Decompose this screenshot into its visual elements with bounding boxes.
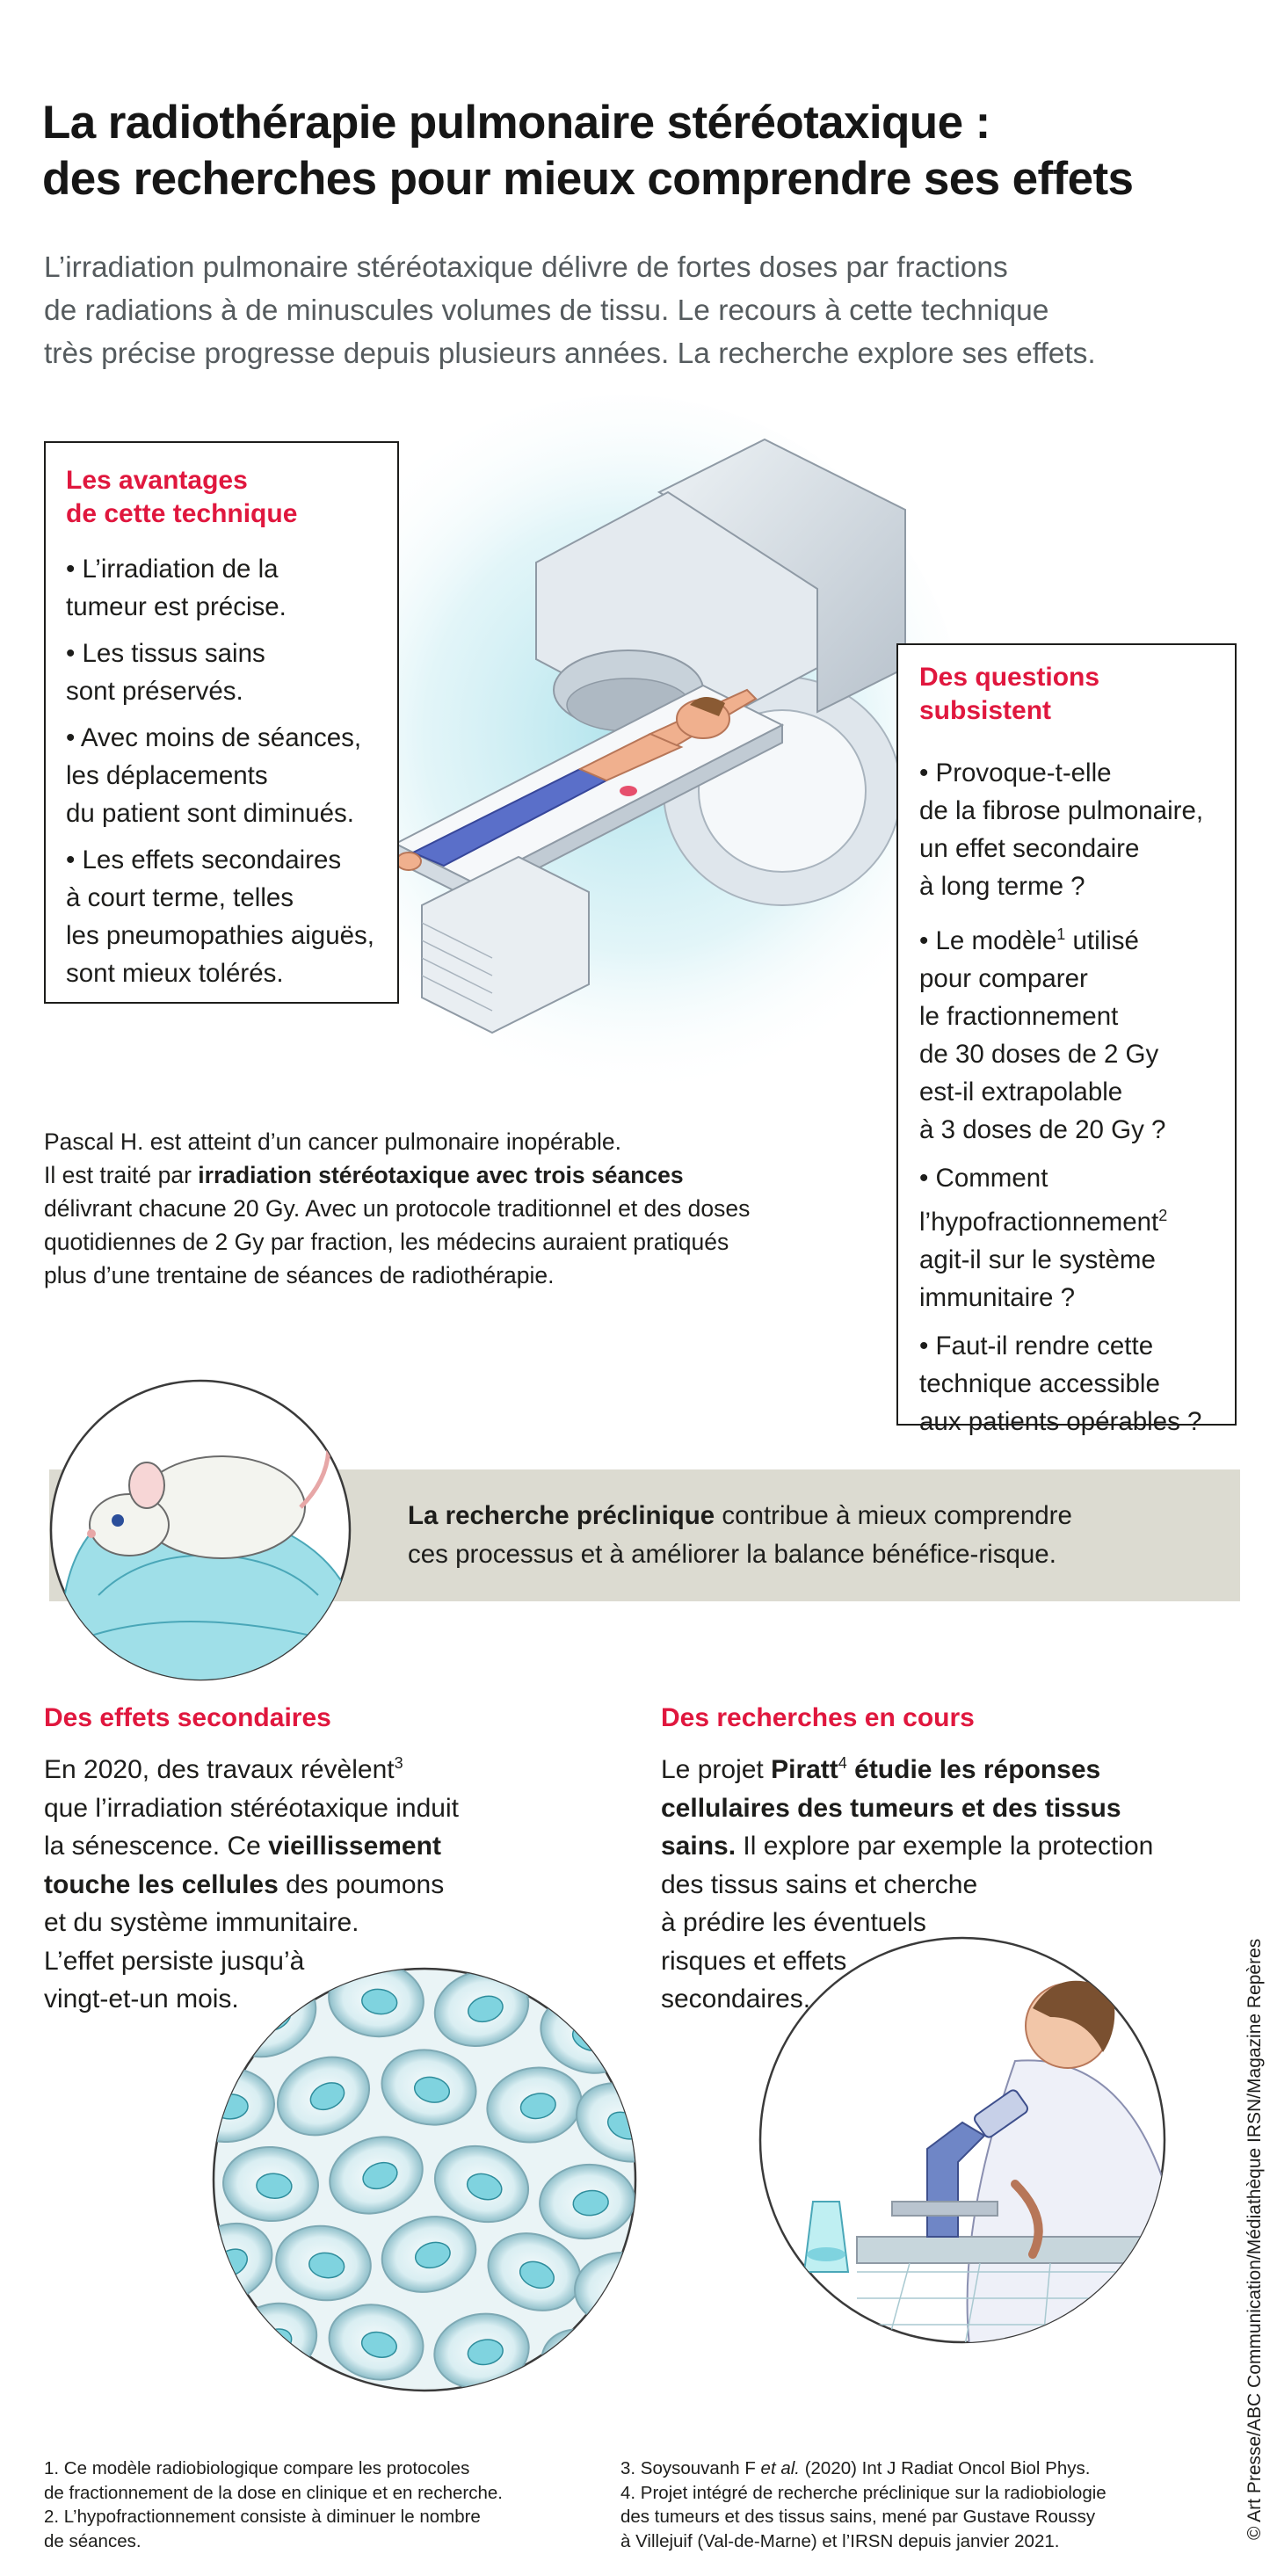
preclinical-line — [408, 1497, 1199, 1535]
intro-paragraph — [44, 246, 1222, 375]
question-line: immunitaire ? — [919, 1282, 1076, 1312]
footnote-line: de séances. — [44, 2530, 141, 2551]
side-effects-title: Des effets secondaires — [44, 1703, 331, 1732]
intro-line: L’irradiation pulmonaire stéréotaxique délivre de fortes doses par fractions — [44, 251, 1008, 284]
questions-box — [896, 643, 1237, 1436]
questions-list — [919, 754, 1224, 1440]
side-effects-line: vingt-et-un mois. — [44, 1985, 239, 2014]
preclinical-emphasis: La recherche préclinique — [408, 1501, 715, 1530]
advantage-line: • Les tissus sains — [66, 639, 265, 668]
advantage-item — [66, 719, 387, 832]
side-effects-emphasis: touche les cellules — [44, 1869, 279, 1899]
advantage-line: les pneumopathies aiguës, — [66, 921, 374, 950]
case-line: Pascal H. est atteint d’un cancer pulmonaire inopérable. — [44, 1128, 621, 1155]
image-credit — [1240, 1907, 1266, 2540]
question-line: pour comparer — [919, 963, 1088, 993]
question-line: de 30 doses de 2 Gy — [919, 1039, 1159, 1069]
footnote-part: (2020) Int J Radiat Oncol Biol Phys. — [800, 2458, 1091, 2478]
question-item — [919, 1327, 1224, 1440]
advantage-line: tumeur est précise. — [66, 592, 287, 621]
advantage-line: • L’irradiation de la — [66, 555, 279, 584]
case-text: Il est traité par — [44, 1162, 199, 1188]
researcher-microscope-illustration — [751, 1920, 1173, 2360]
question-item — [919, 916, 1224, 1149]
footnote-marker: 1 — [1056, 925, 1066, 943]
intro-line: très précise progresse depuis plusieurs années. La recherche explore ses effets. — [44, 337, 1096, 370]
side-effects-emphasis: vieillissement — [268, 1832, 441, 1861]
advantages-title-line: Les avantages — [66, 466, 248, 495]
research-emphasis: Piratt — [771, 1755, 838, 1784]
case-line: délivrant chacune 20 Gy. Avec un protocole traditionnel et des doses — [44, 1195, 751, 1222]
cell-nucleus — [213, 2093, 249, 2119]
research-line — [661, 1745, 1153, 1789]
questions-title-line: Des questions — [919, 663, 1100, 692]
research-title: Des recherches en cours — [661, 1703, 975, 1732]
footnote-part: 3. Soysouvanh F — [620, 2458, 761, 2478]
footnote-line: à Villejuif (Val-de-Marne) et l’IRSN depuis janvier 2021. — [620, 2530, 1060, 2551]
preclinical-text — [408, 1497, 1199, 1574]
research-part: Le projet — [661, 1755, 772, 1784]
question-item — [919, 754, 1224, 905]
footnote-line: 2. L’hypofractionnement consiste à diminuer le nombre — [44, 2507, 481, 2527]
advantage-item — [66, 635, 387, 710]
case-line: quotidiennes de 2 Gy par fraction, les médecins auraient pratiqués — [44, 1229, 729, 1255]
footnote-marker: 2 — [1158, 1206, 1168, 1224]
advantage-item — [66, 550, 387, 626]
footnote-line: de fractionnement de la dose en clinique et en recherche. — [44, 2482, 503, 2503]
side-effects-line — [44, 1745, 459, 1789]
question-line: agit-il sur le système — [919, 1244, 1156, 1274]
side-effects-line: et du système immunitaire. — [44, 1908, 359, 1937]
case-emphasis: irradiation stéréotaxique avec trois séances — [198, 1162, 684, 1188]
senescent-cells-illustration — [209, 1964, 640, 2395]
footnotes-left — [44, 2456, 503, 2553]
advantages-title — [66, 464, 387, 531]
footnote-line — [620, 2456, 1106, 2481]
question-line: • Provoque-t-elle — [919, 758, 1112, 787]
question-line: aux patients opérables ? — [919, 1406, 1202, 1436]
advantages-box — [44, 441, 399, 1004]
preclinical-text-part: contribue à mieux comprendre — [715, 1501, 1072, 1530]
footnote-italic: et al. — [760, 2458, 800, 2478]
patient-case-text — [44, 1125, 835, 1292]
research-line: risques et effets — [661, 1946, 847, 1976]
question-line: • Faut-il rendre cette — [919, 1331, 1154, 1361]
preclinical-line: ces processus et à améliorer la balance bénéfice-risque. — [408, 1540, 1056, 1569]
question-line: le fractionnement — [919, 1001, 1119, 1031]
case-line: plus d’une trentaine de séances de radiothérapie. — [44, 1262, 555, 1288]
question-line: à long terme ? — [919, 872, 1085, 901]
research-emphasis: cellulaires des tumeurs et des tissus — [661, 1793, 1121, 1823]
research-line — [661, 1789, 1153, 1828]
footnote-marker: 3 — [394, 1754, 403, 1772]
side-effects-line — [44, 1866, 459, 1905]
question-text: l’hypofractionnement — [919, 1207, 1159, 1237]
question-line: de la fibrose pulmonaire, — [919, 796, 1204, 825]
side-effects-line: que l’irradiation stéréotaxique induit — [44, 1793, 459, 1823]
intro-line: de radiations à de minuscules volumes de tissu. Le recours à cette technique — [44, 294, 1049, 327]
question-line: est-il extrapolable — [919, 1077, 1123, 1107]
advantage-line: • Avec moins de séances, — [66, 723, 362, 752]
advantage-line: du patient sont diminués. — [66, 799, 354, 828]
question-line: • Comment — [919, 1163, 1048, 1193]
side-effects-line — [44, 1827, 459, 1866]
side-effects-part: En 2020, des travaux révèlent — [44, 1755, 395, 1784]
side-effects-part: la sénescence. Ce — [44, 1832, 269, 1861]
advantage-line: à court terme, telles — [66, 883, 294, 912]
case-line — [44, 1158, 835, 1192]
footnote-line: 4. Projet intégré de recherche préclinique sur la radiobiologie — [620, 2482, 1106, 2503]
research-emphasis: étudie les réponses — [846, 1755, 1101, 1784]
research-line: secondaires. — [661, 1985, 811, 2014]
advantage-line: sont mieux tolérés. — [66, 959, 284, 988]
cell-nucleus — [568, 2353, 610, 2391]
advantage-line: les déplacements — [66, 761, 268, 790]
side-effects-part: des poumons — [278, 1869, 445, 1899]
mouse-in-glove-illustration — [46, 1375, 355, 1685]
questions-title-line: subsistent — [919, 696, 1052, 725]
advantage-line: sont préservés. — [66, 677, 243, 706]
research-emphasis: sains. — [661, 1832, 736, 1861]
research-line: à prédire les éventuels — [661, 1908, 926, 1937]
advantage-item — [66, 841, 387, 992]
advantages-title-line: de cette technique — [66, 499, 298, 528]
footnote-marker: 4 — [838, 1754, 847, 1772]
page-title — [42, 95, 1255, 207]
advantages-list — [66, 550, 387, 992]
question-line: technique accessible — [919, 1368, 1160, 1398]
side-effects-line: L’effet persiste jusqu’à — [44, 1946, 305, 1976]
questions-title — [919, 661, 1224, 728]
research-line: des tissus sains et cherche — [661, 1869, 978, 1899]
question-line — [919, 1197, 1224, 1241]
title-line: des recherches pour mieux comprendre ses effets — [42, 153, 1134, 205]
footnote-line: des tumeurs et des tissus sains, mené par Gustave Roussy — [620, 2507, 1096, 2527]
question-item — [919, 1159, 1224, 1317]
credit-text: © Art Presse/ABC Communication/Médiathèque IRSN/Magazine Repères — [1244, 1938, 1265, 2540]
cell-nucleus — [608, 2279, 640, 2304]
title-line: La radiothérapie pulmonaire stéréotaxique : — [42, 97, 990, 149]
advantage-line: • Les effets secondaires — [66, 845, 342, 874]
question-line: un effet secondaire — [919, 834, 1140, 863]
question-line: à 3 doses de 20 Gy ? — [919, 1114, 1166, 1144]
question-line — [919, 916, 1224, 960]
research-part: Il explore par exemple la protection — [736, 1832, 1154, 1861]
footnote-line: 1. Ce modèle radiobiologique compare les protocoles — [44, 2458, 470, 2478]
research-line — [661, 1827, 1153, 1866]
question-text: utilisé — [1065, 925, 1139, 955]
footnotes-right — [620, 2456, 1106, 2553]
question-text: • Le modèle — [919, 925, 1057, 955]
